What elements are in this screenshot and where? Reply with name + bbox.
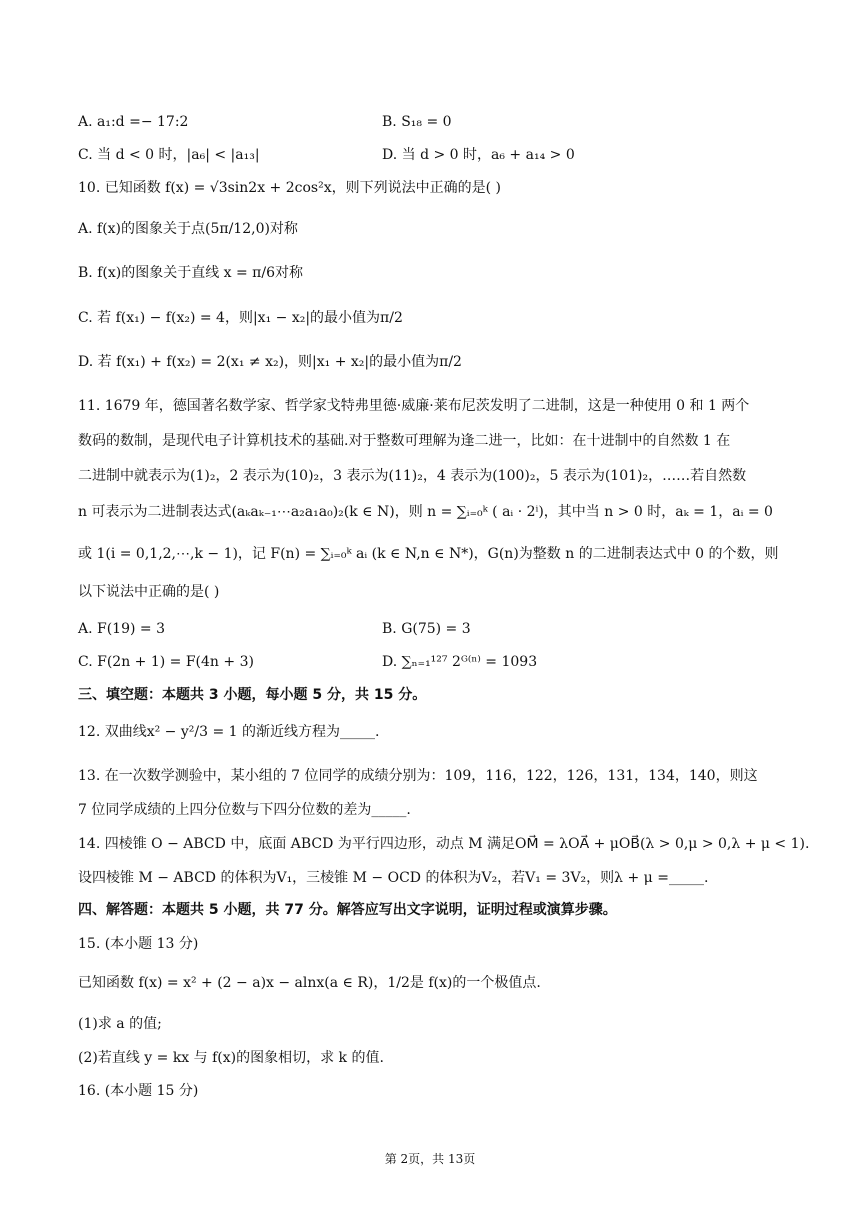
q11-line-2: 数码的数制，是现代电子计算机技术的基础.对于整数可理解为逢二进一，比如：在十进制中的自然数 1 在 bbox=[78, 433, 731, 449]
page-footer: 第 2页，共 13页 bbox=[384, 1152, 476, 1166]
q15-part-2: (2)若直线 y = kx 与 f(x)的图象相切，求 k 的值. bbox=[78, 1050, 384, 1066]
section-answer-heading: 四、解答题：本题共 5 小题，共 77 分。解答应写出文字说明，证明过程或演算步骤。 bbox=[78, 902, 617, 918]
q15-stem: 已知函数 f(x) = x² + (2 − a)x − alnx(a ∈ R)，1/2是 f(x)的一个极值点. bbox=[78, 975, 541, 991]
q9-option-a: A. a₁:d =− 17:2 bbox=[78, 114, 189, 130]
q14-line-2: 设四棱锥 M − ABCD 的体积为V₁，三棱锥 M − OCD 的体积为V₂，若V₁ = 3V₂，则λ + μ =_____. bbox=[78, 870, 709, 886]
q15-header: 15. (本小题 13 分) bbox=[78, 936, 199, 952]
q11-line-1: 11. 1679 年，德国著名数学家、哲学家戈特弗里德·威廉·莱布尼茨发明了二进制，这是一种使用 0 和 1 两个 bbox=[78, 398, 750, 414]
section-fill-in-heading: 三、填空题：本题共 3 小题，每小题 5 分，共 15 分。 bbox=[78, 687, 427, 703]
q10-option-d: D. 若 f(x₁) + f(x₂) = 2(x₁ ≠ x₂)，则|x₁ + x₂|的最小值为π/2 bbox=[78, 354, 462, 370]
q16-header: 16. (本小题 15 分) bbox=[78, 1083, 199, 1099]
q11-option-d: D. ∑ₙ₌₁¹²⁷ 2ᴳ⁽ⁿ⁾ = 1093 bbox=[382, 654, 538, 670]
q10-option-b: B. f(x)的图象关于直线 x = π/6对称 bbox=[78, 265, 303, 281]
q11-option-b: B. G(75) = 3 bbox=[382, 621, 471, 637]
q10-option-c: C. 若 f(x₁) − f(x₂) = 4，则|x₁ − x₂|的最小值为π/2 bbox=[78, 310, 403, 326]
q11-option-a: A. F(19) = 3 bbox=[78, 621, 166, 637]
q9-option-d: D. 当 d > 0 时，a₆ + a₁₄ > 0 bbox=[382, 147, 575, 163]
q9-option-c: C. 当 d < 0 时，|a₆| < |a₁₃| bbox=[78, 147, 260, 163]
q13-line-2: 7 位同学成绩的上四分位数与下四分位数的差为_____. bbox=[78, 802, 411, 818]
q9-option-b: B. S₁₈ = 0 bbox=[382, 114, 452, 130]
q14-line-1: 14. 四棱锥 O − ABCD 中，底面 ABCD 为平行四边形，动点 M 满足OM⃗ = λOA⃗ + μOB⃗(λ > 0,μ > 0,λ + μ < 1). bbox=[78, 836, 810, 852]
q11-option-c: C. F(2n + 1) = F(4n + 3) bbox=[78, 654, 254, 670]
q11-line-5: 或 1(i = 0,1,2,⋯,k − 1)，记 F(n) = ∑ᵢ₌₀ᵏ aᵢ (k ∈ N,n ∈ N*)，G(n)为整数 n 的二进制表达式中 0 的个数，则 bbox=[78, 546, 779, 562]
q12-text: 12. 双曲线x² − y²/3 = 1 的渐近线方程为_____. bbox=[78, 724, 380, 740]
q13-line-1: 13. 在一次数学测验中，某小组的 7 位同学的成绩分别为：109，116，122，126，131，134，140，则这 bbox=[78, 768, 758, 784]
q11-line-6: 以下说法中正确的是( ) bbox=[78, 584, 220, 600]
q10-option-a: A. f(x)的图象关于点(5π/12,0)对称 bbox=[78, 221, 298, 237]
q15-part-1: (1)求 a 的值; bbox=[78, 1016, 162, 1032]
q11-line-4: n 可表示为二进制表达式(aₖaₖ₋₁⋯a₂a₁a₀)₂(k ∈ N)，则 n = ∑ᵢ₌₀ᵏ ( aᵢ · 2ⁱ)，其中当 n > 0 时，aₖ = 1，aᵢ = 0 bbox=[78, 504, 773, 520]
q11-line-3: 二进制中就表示为(1)₂，2 表示为(10)₂，3 表示为(11)₂，4 表示为(100)₂，5 表示为(101)₂，……若自然数 bbox=[78, 468, 747, 484]
q10-stem: 10. 已知函数 f(x) = √3sin2x + 2cos²x，则下列说法中正确的是( ) bbox=[78, 180, 501, 196]
